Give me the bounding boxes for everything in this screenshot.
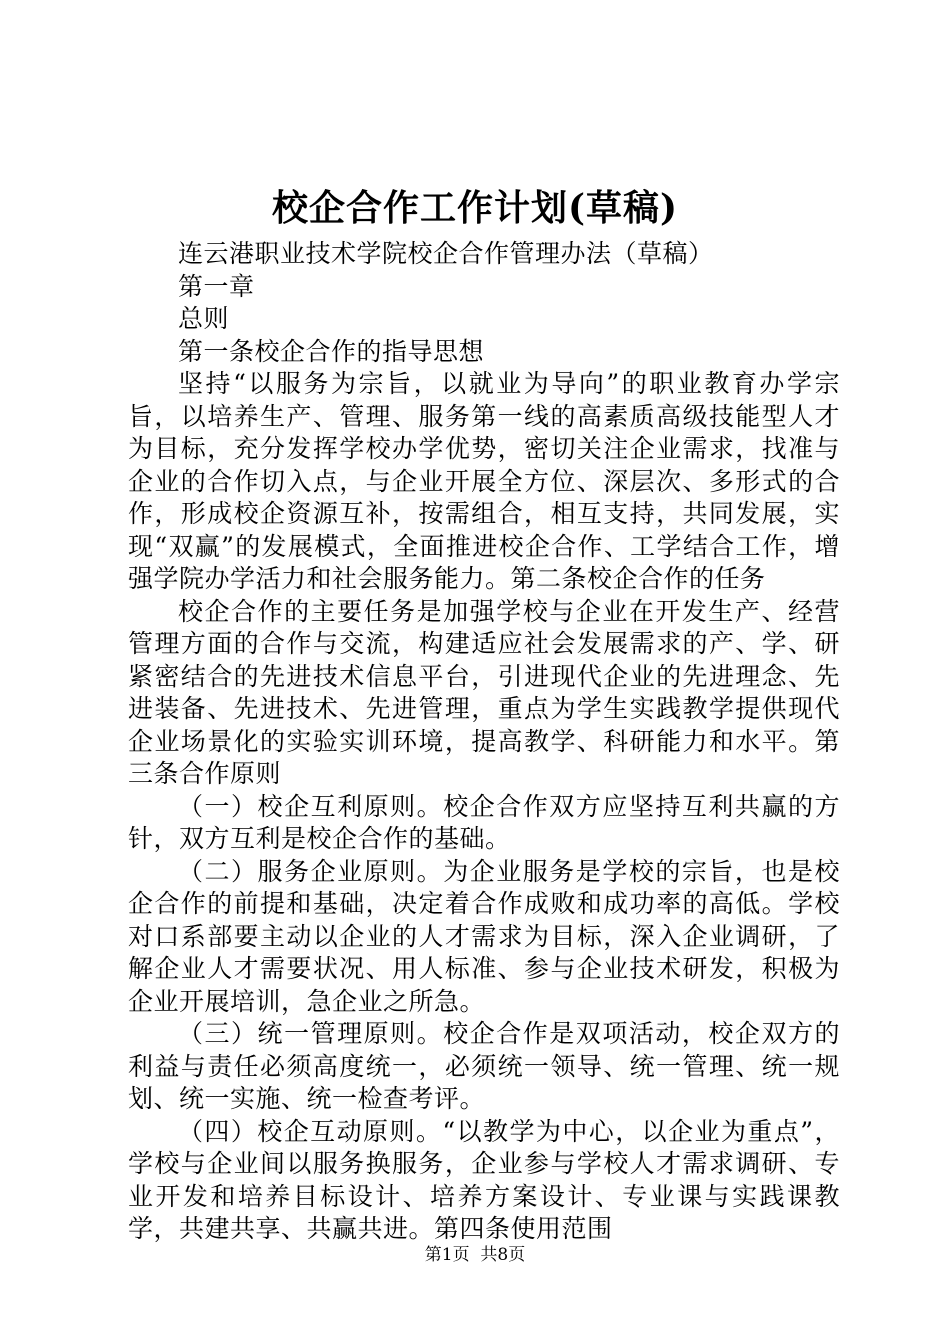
document-body	[128, 238, 840, 1246]
page-footer	[0, 1244, 950, 1266]
paragraph-principle-2: （二）服务企业原则。为企业服务是学校的宗旨，也是校企合作的前提和基础，决定着合作成败和成功率的高低。学校对口系部要主动以企业的人才需求为目标，深入企业调研，了解企业人才需要状况、用人标准、参与企业技术研发，积极为企业开展培训，急企业之所急。	[128, 856, 840, 1016]
paragraph-main-task: 校企合作的主要任务是加强学校与企业在开发生产、经营管理方面的合作与交流，构建适应社会发展需求的产、学、研紧密结合的先进技术信息平台，引进现代企业的先进理念、先进装备、先进技术、先进管理，重点为学生实践教学提供现代企业场景化的实验实训环境，提高教学、科研能力和水平。第三条合作原则	[128, 596, 840, 788]
paragraph-article-1: 第一条校企合作的指导思想	[178, 336, 485, 366]
paragraph-principle-3: （三）统一管理原则。校企合作是双项活动，校企双方的利益与责任必须高度统一，必须统一领导、统一管理、统一规划、统一实施、统一检查考评。	[128, 1019, 840, 1113]
paragraph-guiding-idea: 坚持“以服务为宗旨，以就业为导向”的职业教育办学宗旨，以培养生产、管理、服务第一线的高素质高级技能型人才为目标，充分发挥学校办学优势，密切关注企业需求，找准与企业的合作切入点，与企业开展全方位、深层次、多形式的合作，形成校企资源互补，按需组合，相互支持，共同发展，实现“双赢”的发展模式，全面推进校企合作、工学结合工作，增强学院办学活力和社会服务能力。第二条校企合作的任务	[128, 369, 840, 593]
document-title: 校企合作工作计划(草稿)	[271, 187, 679, 229]
paragraph-chapter: 第一章	[178, 271, 255, 301]
paragraph-principle-1: （一）校企互利原则。校企合作双方应坚持互利共赢的方针，双方互利是校企合作的基础。	[128, 791, 840, 853]
page-total: 共8页	[480, 1245, 526, 1265]
paragraph-subtitle: 连云港职业技术学院校企合作管理办法（草稿）	[178, 239, 714, 268]
paragraph-principle-4: （四）校企互动原则。“以教学为中心，以企业为重点”，学校与企业间以服务换服务，企业参与学校人才需求调研、专业开发和培养目标设计、培养方案设计、专业课与实践课教学，共建共享、共赢共进。第四条使用范围	[128, 1116, 840, 1243]
page-number: 第1页	[424, 1245, 470, 1265]
paragraph-general: 总则	[178, 304, 230, 333]
